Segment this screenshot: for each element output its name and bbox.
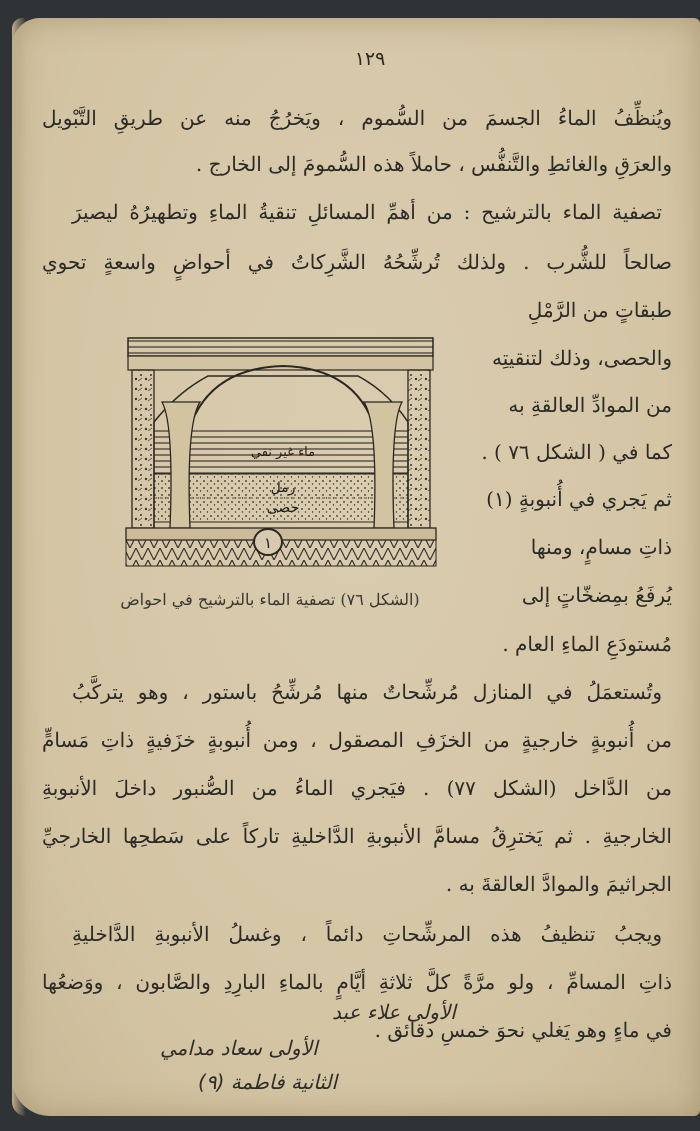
paragraph-2-line-3: طبقاتٍ من الرَّمْلِ	[527, 298, 672, 322]
paragraph-3-line-4: الخارجيةِ . ثم يَخترِقُ مسامَّ الأنبوبةِ الدَّاخليةِ تاركاً على سَطحِها الخارجيِّ	[42, 824, 672, 848]
paragraph-2-side-line-5: ذاتِ مسامٍ، ومنها	[530, 535, 672, 559]
paragraph-4-line-2: ذاتِ المسامِّ ، ولو مرَّةً كلَّ ثلاثةِ أيَّامٍ بالماءِ البارِدِ والصَّابون ، ووَضعُها	[42, 970, 672, 994]
handwritten-note-1: الأولى علاء عبد	[332, 1000, 456, 1024]
page-number: ١٢٩	[354, 48, 386, 70]
page-edge-shadow	[12, 18, 26, 1116]
figure-pipe-number: ١	[263, 534, 273, 552]
paragraph-1-line-2: والعرَقِ والغائطِ والتَّنفُّس ، حاملاً هذه السُّمومَ إلى الخارج .	[195, 152, 672, 176]
paragraph-3-line-3: من الدَّاخل (الشكل ٧٧) . فيَجري الماءُ من الصُّنبور داخلَ الأنبوبةِ	[42, 776, 672, 800]
paragraph-2-line-1: تصفية الماء بالترشيح : من أهمِّ المسائلِ تنقيةُ الماءِ وتطهيرُهُ ليصيرَ	[72, 200, 662, 224]
paragraph-2-line-2: صالحاً للشُّرب . ولذلك تُرشِّحُهُ الشَّرِكاتُ في أحواضٍ واسعةٍ تحوي	[42, 250, 672, 274]
paragraph-2-side-line-7: مُستودَعِ الماءِ العام .	[502, 632, 672, 656]
handwritten-note-2: الأولى سعاد مدامي	[160, 1036, 318, 1060]
paragraph-3-line-5: الجراثيمَ والموادَّ العالقةَ به .	[445, 872, 672, 896]
paragraph-2-side-line-6: يُرفَعُ بمِضخّاتٍ إلى	[521, 583, 672, 607]
filter-tank-figure	[118, 332, 448, 582]
paragraph-2-side-line-2: من الموادِّ العالقةِ به	[508, 393, 672, 417]
figure-label-water: ماء غير نقي	[250, 445, 316, 460]
paragraph-4-line-3: في ماءٍ وهو يَغلي نحوَ خمسِ دقائق .	[374, 1018, 672, 1042]
paragraph-2-side-line-3: كما في ( الشكل ٧٦ ) .	[481, 440, 672, 464]
figure-label-gravel: حصى	[266, 500, 300, 516]
figure-label-sand: رمل	[270, 480, 296, 496]
paragraph-1-line-1: ويُنظِّفُ الماءُ الجسمَ من السُّموم ، ويَخرُجُ منه عن طريقِ التَّبْويل	[42, 106, 672, 130]
paragraph-3-line-2: من أُنبوبةٍ خارجيةٍ من الخزَفِ المصقول ، ومن أُنبوبةٍ خزَفيةٍ ذاتِ مَسامٍّ	[42, 728, 672, 752]
figure-caption: (الشكل ٧٦) تصفية الماء بالترشيح في احواض	[120, 590, 420, 609]
paragraph-2-side-line-1: والحصى، وذلك لتنقيتِه	[492, 346, 672, 370]
paragraph-4-line-1: ويجبُ تنظيفُ هذه المرشِّحاتِ دائماً ، وغسلُ الأنبوبةِ الدَّاخليةِ	[72, 922, 662, 946]
handwritten-note-3: الثانية فاطمة (٩)	[198, 1070, 338, 1094]
paragraph-2-side-line-4: ثم يَجري في أُنبوبةٍ (١)	[486, 487, 672, 511]
paragraph-3-line-1: وتُستعمَلُ في المنازل مُرشِّحاتٌ منها مُرشِّحُ باستور ، وهو يتركَّبُ	[72, 680, 663, 704]
